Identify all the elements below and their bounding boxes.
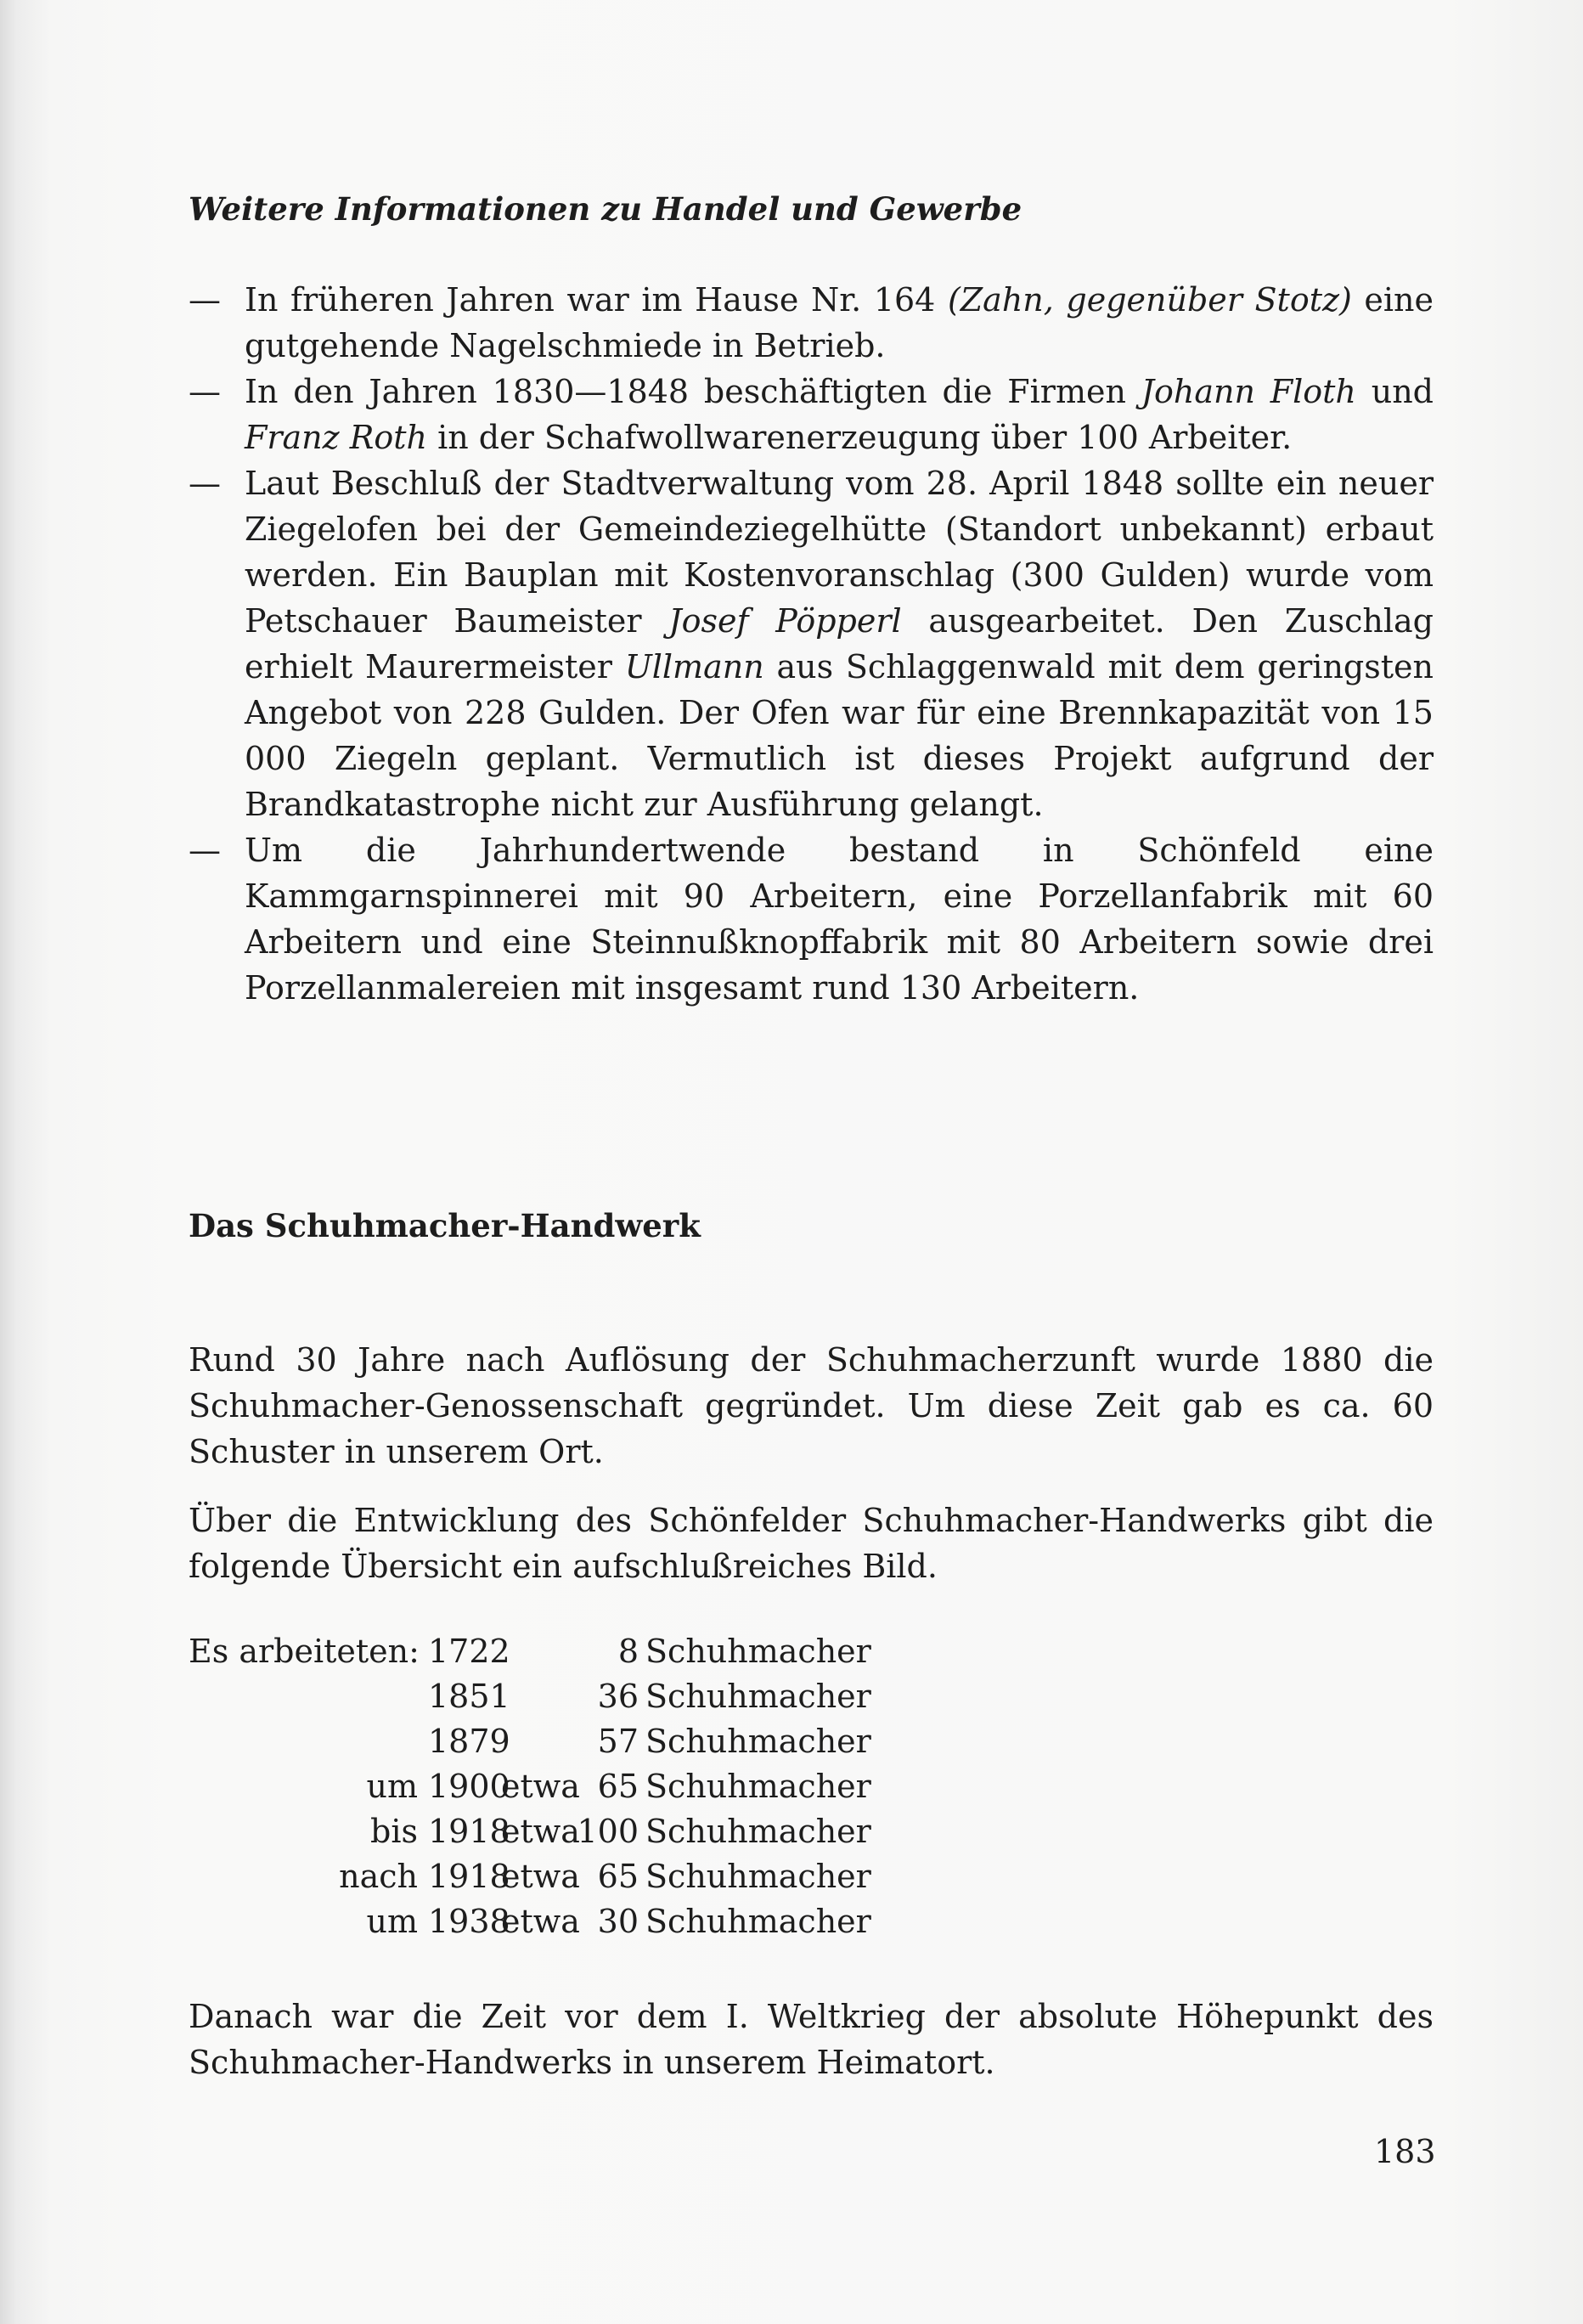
stats-year: 1900 bbox=[428, 1768, 510, 1805]
paragraph-hoehepunkt: Danach war die Zeit vor dem I. Weltkrieg der absolute Höhepunkt des Schuhmacher-Handwerks in unserem Heimatort. bbox=[189, 1998, 1434, 2081]
stats-year: 1722 bbox=[428, 1633, 510, 1670]
list-text: aus Schlaggenwald mit dem geringsten Angebot von 228 Gulden. Der Ofen war für eine Brennkapazität von 15 000 Ziegeln geplant. Vermutlich ist dieses Projekt aufgrund der Brandkatastrophe nicht zur Ausführung gelangt. bbox=[245, 648, 1434, 823]
section-heading-handel-gewerbe: Weitere Informationen zu Handel und Gewerbe bbox=[189, 190, 1022, 228]
stats-lead: nach bbox=[339, 1858, 418, 1895]
list-item bbox=[189, 277, 1434, 369]
stats-year: 1879 bbox=[428, 1723, 510, 1760]
stats-count: 57 bbox=[597, 1723, 639, 1760]
list-text-italic: Josef Pöpperl bbox=[668, 602, 902, 640]
shoemaker-stats-table bbox=[189, 1629, 871, 1944]
stats-lead bbox=[189, 1674, 418, 1719]
list-text-italic: Ullmann bbox=[624, 648, 764, 685]
table-row bbox=[189, 1764, 871, 1809]
list-dash: — bbox=[189, 465, 221, 502]
stats-count: 65 bbox=[597, 1858, 639, 1895]
info-list bbox=[189, 277, 1434, 1011]
stats-approx: etwa bbox=[501, 1813, 580, 1850]
stats-approx bbox=[501, 1719, 576, 1764]
stats-lead: bis bbox=[370, 1813, 418, 1850]
page-number: 183 bbox=[1374, 2133, 1436, 2170]
list-item bbox=[189, 369, 1434, 460]
list-text-italic: Franz Roth bbox=[245, 419, 427, 456]
stats-year: 1938 bbox=[428, 1903, 510, 1940]
stats-approx: etwa bbox=[501, 1903, 580, 1940]
stats-count: 36 bbox=[597, 1678, 639, 1715]
table-row bbox=[189, 1809, 871, 1854]
stats-label: Schuhmacher bbox=[645, 1723, 871, 1760]
stats-lead bbox=[189, 1719, 418, 1764]
table-row bbox=[189, 1674, 871, 1719]
stats-label: Schuhmacher bbox=[645, 1768, 871, 1805]
list-dash: — bbox=[189, 832, 221, 869]
stats-count: 8 bbox=[617, 1633, 639, 1670]
paragraph-uebersicht: Über die Entwicklung des Schönfelder Schuhmacher-Handwerks gibt die folgende Übersicht ein aufschlußreiches Bild. bbox=[189, 1502, 1434, 1585]
table-row bbox=[189, 1629, 871, 1674]
section-heading-schuhmacher: Das Schuhmacher-Handwerk bbox=[189, 1207, 701, 1244]
list-text: eine gutgehende Nagelschmiede in Betrieb. bbox=[245, 281, 1434, 364]
list-text: Laut Beschluß der Stadtverwaltung vom 28. April 1848 sollte ein neuer Ziegelofen bei der Gemeindeziegelhütte (Standort unbekannt) erbaut werden. Ein Bauplan mit Kostenvoranschlag (300 Gulden) wurde vom Petschauer Baumeister bbox=[245, 465, 1434, 640]
list-text: In den Jahren 1830—1848 beschäftigten die Firmen bbox=[245, 373, 1141, 410]
stats-approx bbox=[501, 1629, 576, 1674]
stats-label: Schuhmacher bbox=[645, 1633, 871, 1670]
table-row bbox=[189, 1719, 871, 1764]
stats-label: Schuhmacher bbox=[645, 1813, 871, 1850]
list-text: ausgearbeitet. Den Zuschlag erhielt Maurermeister bbox=[245, 602, 1434, 685]
paragraph-genossenschaft: Rund 30 Jahre nach Auflösung der Schuhmacherzunft wurde 1880 die Schuhmacher-Genossenschaft gegründet. Um diese Zeit gab es ca. 60 Schuster in unserem Ort. bbox=[189, 1341, 1434, 1470]
stats-approx: etwa bbox=[501, 1768, 580, 1805]
list-item bbox=[189, 460, 1434, 827]
stats-year: 1918 bbox=[428, 1813, 510, 1850]
stats-label: Schuhmacher bbox=[645, 1858, 871, 1895]
stats-lead: Es arbeiteten: bbox=[189, 1633, 420, 1670]
stats-approx: etwa bbox=[501, 1858, 580, 1895]
list-text-italic: (Zahn, gegenüber Stotz) bbox=[947, 281, 1352, 319]
stats-label: Schuhmacher bbox=[645, 1678, 871, 1715]
stats-lead: um bbox=[366, 1903, 418, 1940]
stats-count: 100 bbox=[577, 1813, 639, 1850]
table-row bbox=[189, 1899, 871, 1944]
table-row bbox=[189, 1854, 871, 1899]
list-text: Um die Jahrhundertwende bestand in Schönfeld eine Kammgarnspinnerei mit 90 Arbeitern, eine Porzellanfabrik mit 60 Arbeitern und eine Steinnußknopffabrik mit 80 Arbeitern sowie drei Porzellanmalereien mit insgesamt rund 130 Arbeitern. bbox=[245, 832, 1434, 1007]
stats-label: Schuhmacher bbox=[645, 1903, 871, 1940]
list-text: In früheren Jahren war im Hause Nr. 164 bbox=[245, 281, 948, 319]
list-text: in der Schafwollwarenerzeugung über 100 Arbeiter. bbox=[427, 419, 1293, 456]
stats-year: 1918 bbox=[428, 1858, 510, 1895]
list-dash: — bbox=[189, 281, 221, 319]
list-dash: — bbox=[189, 373, 221, 410]
stats-lead: um bbox=[366, 1768, 418, 1805]
stats-approx bbox=[501, 1674, 576, 1719]
list-text-italic: Johann Floth bbox=[1141, 373, 1356, 410]
list-text: und bbox=[1355, 373, 1434, 410]
list-item bbox=[189, 827, 1434, 1011]
stats-year: 1851 bbox=[428, 1678, 510, 1715]
stats-count: 30 bbox=[597, 1903, 639, 1940]
stats-count: 65 bbox=[597, 1768, 639, 1805]
